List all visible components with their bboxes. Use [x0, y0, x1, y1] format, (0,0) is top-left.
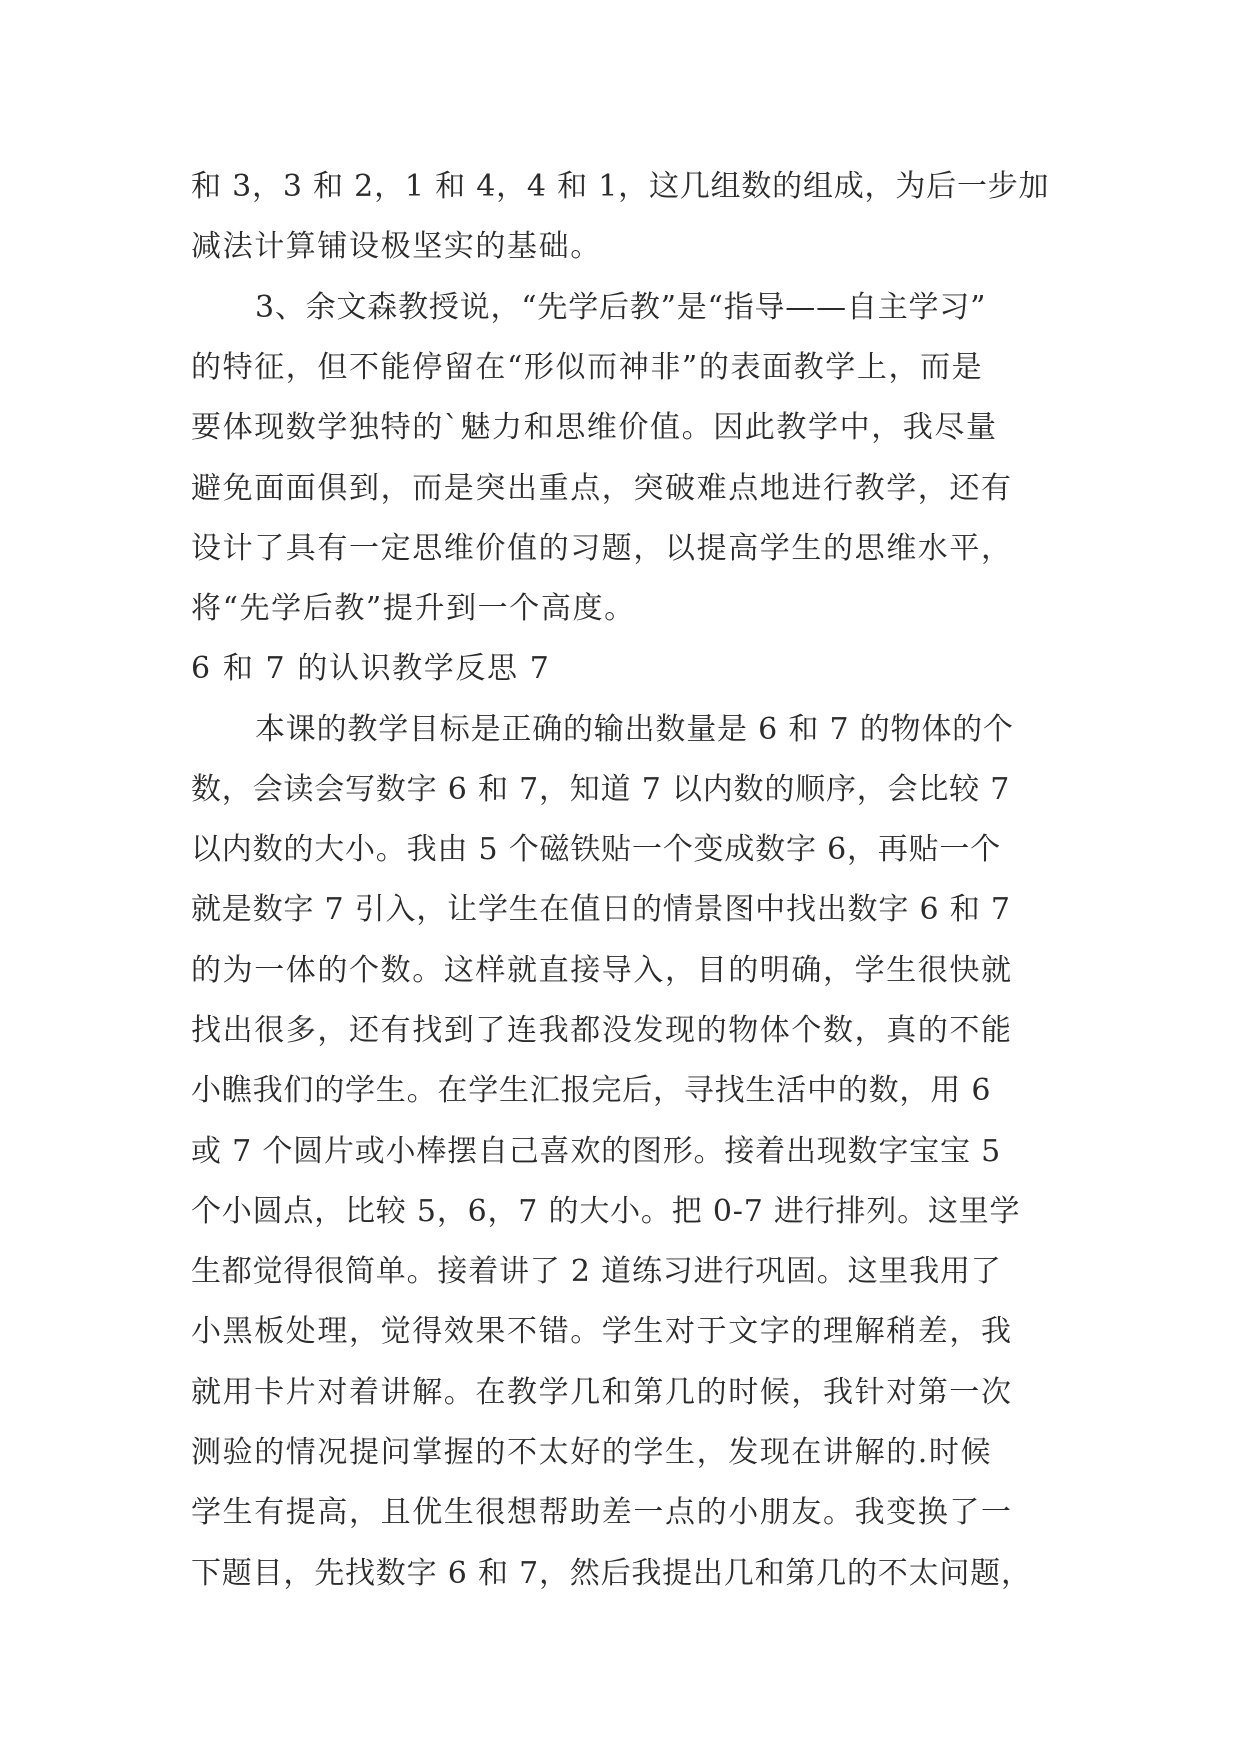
text-line: 数，会读会写数字 6 和 7，知道 7 以内数的顺序，会比较 7 [191, 772, 1011, 807]
text-line: 下题目，先找数字 6 和 7，然后我提出几和第几的不太问题， [191, 1556, 1032, 1591]
text-line: 小黑板处理，觉得效果不错。学生对于文字的理解稍差，我 [191, 1314, 1013, 1349]
text-line: 将“先学后教”提升到一个高度。 [191, 591, 636, 626]
text-line: 要体现数学独特的`魅力和思维价值。因此教学中，我尽量 [191, 410, 998, 445]
text-line: 或 7 个圆片或小棒摆自己喜欢的图形。接着出现数字宝宝 5 [191, 1134, 1001, 1169]
paragraph-start-line: 本课的教学目标是正确的输出数量是 6 和 7 的物体的个 [255, 712, 1014, 747]
text-line: 的为一体的个数。这样就直接导入，目的明确，学生很快就 [191, 953, 1013, 988]
text-line: 减法计算铺设极坚实的基础。 [191, 229, 602, 264]
text-line: 避免面面俱到，而是突出重点，突破难点地进行教学，还有 [191, 471, 1013, 506]
text-line: 就用卡片对着讲解。在教学几和第几的时候，我针对第一次 [191, 1375, 1013, 1410]
text-line: 和 3，3 和 2，1 和 4，4 和 1，这几组数的组成，为后一步加 [191, 169, 1050, 204]
text-line: 学生有提高，且优生很想帮助差一点的小朋友。我变换了一 [191, 1495, 1013, 1530]
text-line: 生都觉得很简单。接着讲了 2 道练习进行巩固。这里我用了 [191, 1254, 1002, 1289]
text-line: 测验的情况提问掌握的不太好的学生，发现在讲解的.时候 [191, 1435, 993, 1470]
section-heading: 6 和 7 的认识教学反思 7 [191, 651, 551, 686]
text-line: 设计了具有一定思维价值的习题，以提高学生的思维水平， [191, 531, 1013, 566]
paragraph-start-line: 3、余文森教授说，“先学后教”是“指导——自主学习” [255, 290, 987, 325]
text-line: 就是数字 7 引入，让学生在值日的情景图中找出数字 6 和 7 [191, 892, 1011, 927]
text-line: 以内数的大小。我由 5 个磁铁贴一个变成数字 6，再贴一个 [191, 832, 1001, 867]
text-line: 找出很多，还有找到了连我都没发现的物体个数，真的不能 [191, 1013, 1013, 1048]
text-line: 个小圆点，比较 5，6，7 的大小。把 0-7 进行排列。这里学 [191, 1194, 1021, 1229]
text-line: 小瞧我们的学生。在学生汇报完后，寻找生活中的数，用 6 [191, 1073, 992, 1108]
text-line: 的特征，但不能停留在“形似而神非”的表面教学上，而是 [191, 350, 984, 385]
